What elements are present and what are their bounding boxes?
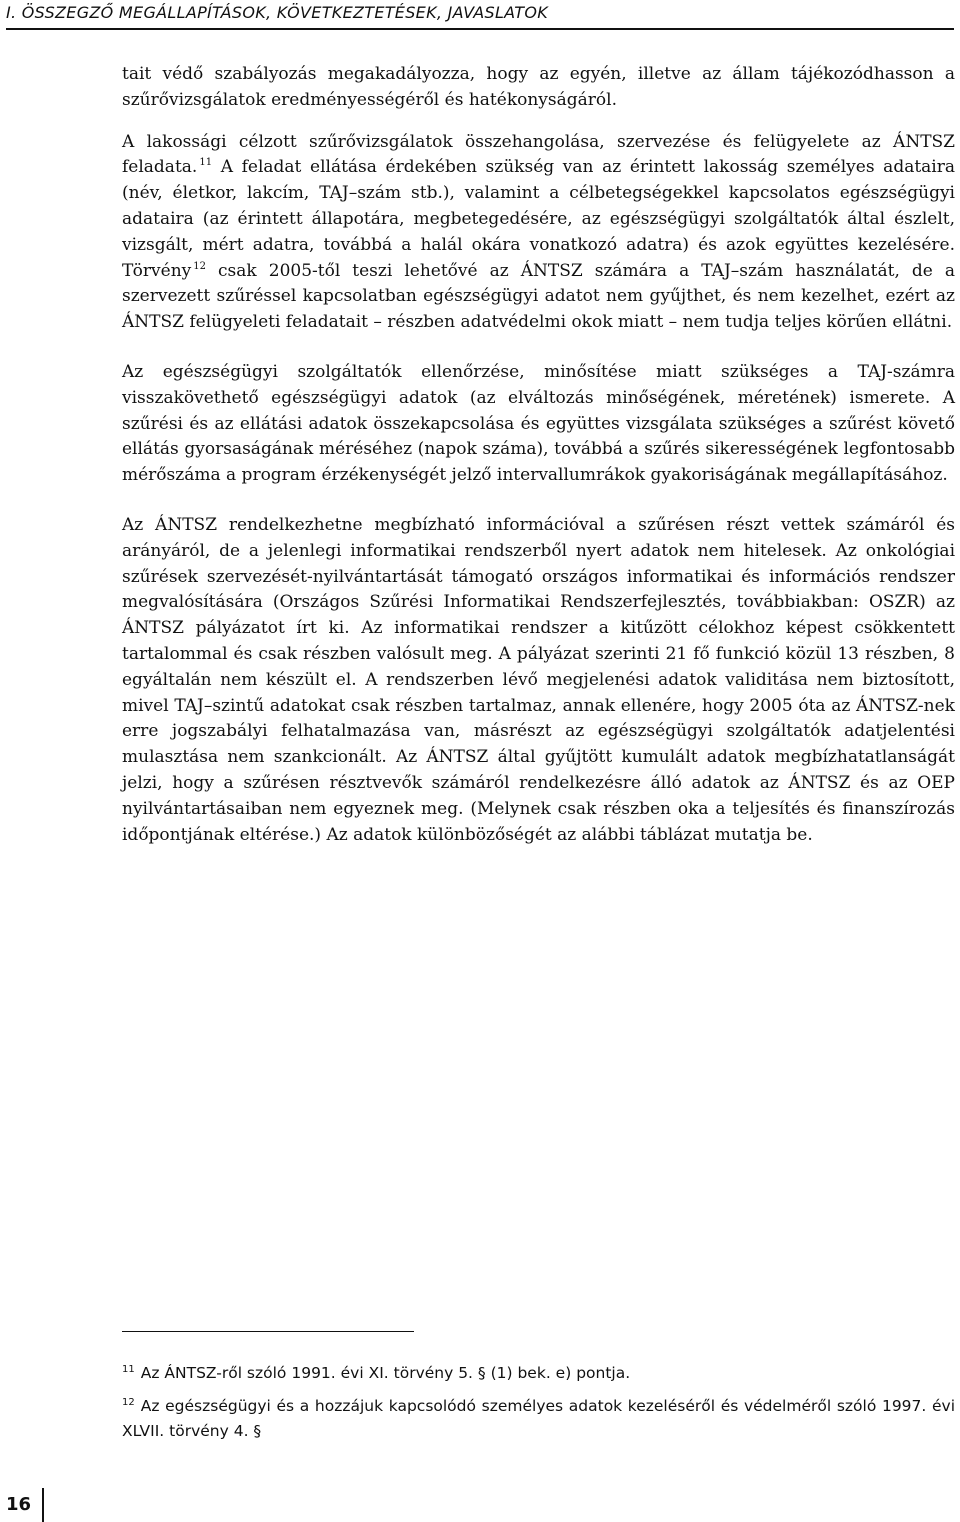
chapter-title: I. ÖSSZEGZŐ MEGÁLLAPÍTÁSOK, KÖVETKEZTETÉSEK, JAVASLATOK bbox=[6, 3, 549, 22]
paragraph-2-part-b: A feladat ellátása érdekében szükség van az érintett lakosság személyes adataira (név, életkor, lakcím, TAJ–szám stb.), valamint a célbetegségekkel kapcsolatos egészségügyi adataira (az érintett állapotára, megbetegedésére, az egészségügyi szolgáltatók által észlelt, vizsgált, mért adatra, továbbá a halál okára vonatkozó adatra) és azok együttes kezelésére. Törvény bbox=[122, 157, 955, 281]
running-header bbox=[6, 2, 954, 30]
paragraph-2-part-c: csak 2005-től teszi lehetővé az ÁNTSZ számára a TAJ–szám használatát, de a szervezett szűréssel kapcsolatban egészségügyi adatot nem gyűjthet, és nem kezelhet, ezért az ÁNTSZ felügyeleti feladatait – részben adatvédelmi okok miatt – nem tudja teljes körűen ellátni. bbox=[122, 260, 955, 333]
footnote-number: 12 bbox=[122, 1397, 135, 1408]
paragraph-4: Az ÁNTSZ rendelkezhetne megbízható információval a szűrésen részt vettek számáról és arányáról, de a jelenlegi informatikai rendszerből nyert adatok nem hitelesek. Az onkológiai szűrések szervezését-nyilvántartását támogató országos informatikai és információs rendszer megvalósítására (Országos Szűrési Informatikai Rendszerfejlesztés, továbbiakban: OSZR) az ÁNTSZ pályázatot írt ki. Az informatikai rendszer a kitűzött célokhoz képest csökkentett tartalommal és csak részben valósult meg. A pályázat szerinti 21 fő funkció közül 13 részben, 8 egyáltalán nem készült el. A rendszerben lévő megjelenési adatok validitása nem biztosított, mivel TAJ–szintű adatokat csak részben tartalmaz, annak ellenére, hogy 2005 óta az ÁNTSZ-nek erre jogszabályi felhatalmazása van, másrészt az egészségügyi szolgáltatók adatjelentési mulasztása nem szankcionált. Az ÁNTSZ által gyűjtött kumulált adatok megbízhatatlanságát jelzi, hogy a szűrésen résztvevők számáról rendelkezésre álló adatok az ÁNTSZ és az OEP nyilvántartásaiban nem egyeznek meg. (Melynek csak részben oka a teljesítés és finanszírozás időpontjának eltérése.) Az adatok különbözőségét az alábbi táblázat mutatja be. bbox=[122, 514, 955, 845]
main-text bbox=[122, 62, 955, 848]
footnote-12 bbox=[122, 1394, 955, 1444]
footnote-text: Az ÁNTSZ-ről szóló 1991. évi XI. törvény 5. § (1) bek. e) pontja. bbox=[140, 1364, 631, 1382]
footnote-text: Az egészségügyi és a hozzájuk kapcsolódó személyes adatok kezeléséről és védelméről szóló 1997. évi XLVII. törvény 4. § bbox=[122, 1397, 955, 1440]
footnotes bbox=[122, 1361, 955, 1444]
paragraph-2-part-a: A lakossági célzott szűrővizsgálatok összehangolása, szervezése és felügyelete az ÁNTSZ feladata. bbox=[122, 131, 955, 178]
paragraph-1: tait védő szabályozás megakadályozza, hogy az egyén, illetve az állam tájékozódhasson a szűrővizsgálatok eredményességéről és hatékonyságáról. bbox=[122, 64, 955, 110]
footnote-11 bbox=[122, 1361, 955, 1386]
footnote-ref-11: 11 bbox=[199, 157, 213, 169]
paragraph-2 bbox=[122, 130, 955, 336]
page-number: 16 bbox=[6, 1488, 44, 1522]
paragraph-3: Az egészségügyi szolgáltatók ellenőrzése, minősítése miatt szükséges a TAJ-számra visszakövethető egészségügyi adatok (az elváltozás minőségének, méretének) ismerete. A szűrési és az ellátási adatok összekapcsolása és együttes vizsgálata szükséges a szűrést követő ellátás gyorsaságának méréséhez (napok száma), továbbá a szűrés sikerességének legfontosabb mérőszáma a program érzékenységét jelző intervallumrákok gyakoriságának megállapításához. bbox=[122, 361, 955, 486]
footnote-ref-12: 12 bbox=[193, 260, 206, 272]
footnote-number: 11 bbox=[122, 1364, 135, 1375]
footnote-separator bbox=[122, 1331, 414, 1332]
